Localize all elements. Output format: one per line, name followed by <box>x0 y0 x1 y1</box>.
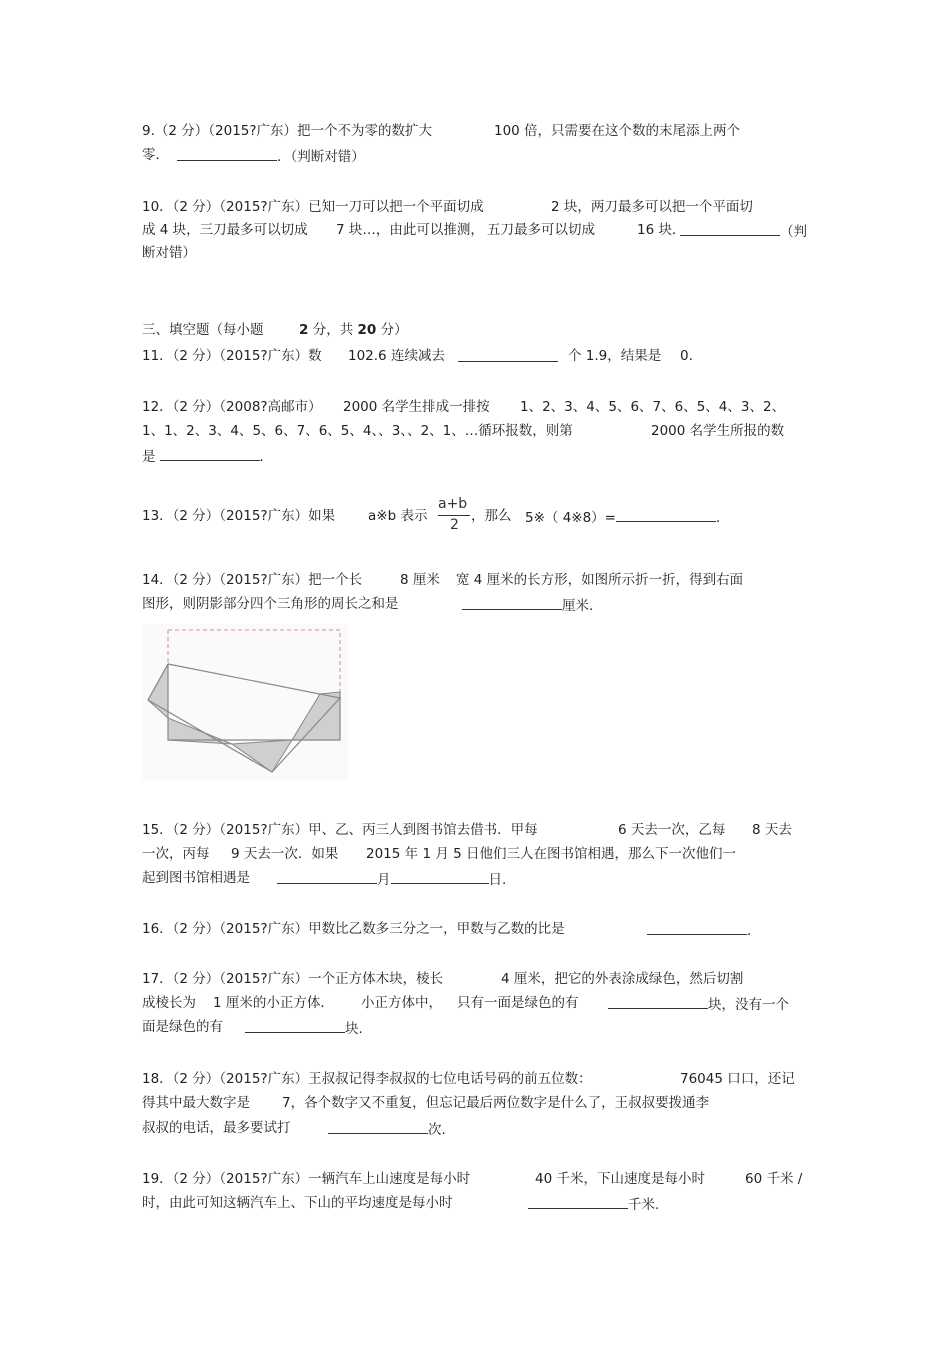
q13-line-d <box>525 507 730 527</box>
q12-text-3b: ． <box>259 449 273 465</box>
q10-text-3: 断对错） <box>142 245 196 261</box>
q14-text-1b: 8 厘米 <box>400 572 440 588</box>
q14-answer-blank[interactable] <box>462 595 562 610</box>
q11-text-c: 个 1.9，结果是 <box>568 348 662 364</box>
q12-answer-blank[interactable] <box>160 446 260 461</box>
q10-line1-cont <box>551 198 753 216</box>
q15-line1c <box>752 821 792 839</box>
q12-line3 <box>142 446 273 466</box>
q10-text-2a: 成 4 块，三刀最多可以切成 <box>142 222 308 238</box>
folded-rectangle-figure <box>140 622 350 782</box>
q9-text-2: 零． <box>142 147 169 163</box>
q16-answer-line <box>647 920 761 940</box>
q17-text-2c: 小正方体中， <box>361 995 442 1011</box>
q12-line1a <box>142 398 322 416</box>
q15-text-1b: 6 天去一次，乙每 <box>618 822 726 838</box>
q17-answer-one-face-blank[interactable] <box>608 994 708 1009</box>
q9-line1 <box>142 122 432 140</box>
q17-text-2a: 成棱长为 <box>142 995 196 1011</box>
q13-fraction-bar <box>438 515 470 516</box>
q17-line2a <box>142 994 196 1012</box>
q19-line1a <box>142 1170 470 1188</box>
q15-line2b <box>231 845 338 863</box>
q17-line1b <box>501 970 743 988</box>
q17-answer1-line <box>608 994 789 1014</box>
q11-answer <box>458 347 558 367</box>
q19-unit: 千米. <box>628 1197 660 1213</box>
q13-line-b <box>368 507 427 525</box>
q12-line2b <box>651 422 784 440</box>
q15-line1b <box>618 821 725 839</box>
q11-text-d: 0. <box>680 348 693 364</box>
q17-text-1b: 4 厘米，把它的外表涂成绿色，然后切割 <box>501 971 744 987</box>
q10-line2d <box>637 221 685 239</box>
q15-line2c <box>366 845 736 863</box>
q10-text: 10．（2 分）（2015?广东）已知一刀可以把一个平面切成 <box>142 199 484 215</box>
q10-text-2b: 7 块…，由此可以推测， <box>336 222 484 238</box>
section-heading-b <box>299 321 408 339</box>
q18-text-1b: 76045 口口，还记 <box>680 1071 795 1087</box>
q19-text-1c: 60 千米 / <box>745 1171 803 1187</box>
section-heading-c: 分，共 <box>312 322 354 338</box>
q16-text: 16．（2 分）（2015?广东）甲数比乙数多三分之一，甲数与乙数的比是 <box>142 921 565 937</box>
q15-text-1c: 8 天去 <box>752 822 792 838</box>
q17-answer2-line <box>245 1018 363 1038</box>
q12-line1b <box>343 398 490 416</box>
q15-answer-line <box>277 869 506 889</box>
q15-day-blank[interactable] <box>391 869 489 884</box>
q16-line <box>142 920 565 938</box>
q10-text-2d: 16 块． <box>637 222 686 238</box>
q11-answer-blank[interactable] <box>458 347 558 362</box>
q15-text-3a: 起到图书馆相遇是 <box>142 870 250 886</box>
q17-line2d <box>457 994 579 1012</box>
q14-text-1a: 14．（2 分）（2015?广东）把一个长 <box>142 572 363 588</box>
q15-text-2a: 一次，丙每 <box>142 846 210 862</box>
section-heading <box>142 321 264 339</box>
q15-text-1a: 15．（2 分）（2015?广东）甲、乙、丙三人到图书馆去借书．甲每 <box>142 822 538 838</box>
q18-line3a <box>142 1119 291 1137</box>
q18-line2a <box>142 1094 250 1112</box>
q18-line2b <box>282 1094 709 1112</box>
q17-text-3b: 块. <box>345 1021 363 1037</box>
q10-line3 <box>142 244 196 262</box>
q18-text-2a: 得其中最大数字是 <box>142 1095 250 1111</box>
q9-answer-line <box>177 146 365 166</box>
q19-line1b <box>535 1170 705 1188</box>
q14-unit: 厘米. <box>562 598 594 614</box>
q17-line2c <box>361 994 442 1012</box>
q12-line2a <box>142 422 573 440</box>
q10-line2b <box>336 221 484 239</box>
q13-text-a: 13．（2 分）（2015?广东）如果 <box>142 508 336 524</box>
q9-judge-note: ．（判断对错） <box>277 149 365 165</box>
q14-line1b <box>400 571 440 589</box>
q13-answer-blank[interactable] <box>616 507 716 522</box>
q18-text-2b: 7，各个数字又不重复，但忘记最后两位数字是什么了，王叔叔要拨通李 <box>282 1095 710 1111</box>
q9-text-cont: 100 倍，只需要在这个数的末尾添上两个 <box>494 123 741 139</box>
q18-line1a <box>142 1070 592 1088</box>
q15-text-2c: 2015 年 1 月 5 日他们三人在图书馆相遇，那么下一次他们一 <box>366 846 736 862</box>
q19-text-1a: 19．（2 分）（2015?广东）一辆汽车上山速度是每小时 <box>142 1171 471 1187</box>
section-points-each: 2 <box>299 322 309 338</box>
q12-text-1a: 12．（2 分）（2008?高邮市） <box>142 399 322 415</box>
q15-month-blank[interactable] <box>277 869 377 884</box>
q11-line-c <box>568 347 661 365</box>
q17-text-2e: 块，没有一个 <box>708 997 789 1013</box>
q19-answer-line <box>528 1194 659 1214</box>
q15-day-label: 日. <box>488 872 507 888</box>
q15-month-label: 月 <box>377 872 391 888</box>
q19-answer-blank[interactable] <box>528 1194 628 1209</box>
q11-line-b <box>348 347 445 365</box>
q18-answer-blank[interactable] <box>328 1119 428 1134</box>
q11-text-b: 102.6 连续减去 <box>348 348 445 364</box>
q19-text-2a: 时，由此可知这辆汽车上、下山的平均速度是每小时 <box>142 1195 453 1211</box>
q10-answer-blank[interactable] <box>680 221 780 236</box>
q13-text-e: ． <box>716 510 730 526</box>
q9-answer-blank[interactable] <box>177 146 277 161</box>
q18-text-1a: 18．（2 分）（2015?广东）王叔叔记得李叔叔的七位电话号码的前五位数： <box>142 1071 592 1087</box>
q14-text-1c: 宽 4 厘米的长方形，如图所示折一折，得到右面 <box>456 572 744 588</box>
q17-answer-no-face-blank[interactable] <box>245 1018 345 1033</box>
q9-line1-cont <box>494 122 740 140</box>
section-heading-e: 分） <box>380 322 408 338</box>
q15-text-2b: 9 天去一次．如果 <box>231 846 339 862</box>
q17-line2b <box>213 994 334 1012</box>
q19-line2a <box>142 1194 453 1212</box>
q16-answer-blank[interactable] <box>647 920 747 935</box>
q14-line2a <box>142 595 399 613</box>
q10-text-2c: 五刀最多可以切成 <box>487 222 595 238</box>
q10-line2a <box>142 221 308 239</box>
q17-line1a <box>142 970 443 988</box>
q17-line3a <box>142 1018 223 1036</box>
q12-text-2b: 2000 名学生所报的数 <box>651 423 785 439</box>
q13-line-c <box>471 507 512 525</box>
q13-text-c: ，那么 <box>471 508 512 524</box>
q10-answer-line <box>680 221 807 241</box>
q17-text-2d: 只有一面是绿色的有 <box>457 995 579 1011</box>
q19-line1c <box>745 1170 802 1188</box>
q15-line1a <box>142 821 538 839</box>
section-points-total: 20 <box>357 322 377 338</box>
q11-line-d <box>680 347 693 365</box>
q16-text-end: ． <box>747 923 761 939</box>
q12-text-2a: 1、1、2、3、4、5、6、7、6、5、4、、3、、2、1、…循环报数，则第 <box>142 423 573 439</box>
q15-line2a <box>142 845 210 863</box>
q13-line-a <box>142 507 335 525</box>
q17-text-2b: 1 厘米的小正方体． <box>213 995 334 1011</box>
q11-text-a: 11．（2 分）（2015?广东）数 <box>142 348 322 364</box>
q13-text-b: a※b 表示 <box>368 508 428 524</box>
q13-fraction-denominator: 2 <box>450 517 459 533</box>
q18-text-3a: 叔叔的电话，最多要试打 <box>142 1120 291 1136</box>
q17-text-3a: 面是绿色的有 <box>142 1019 223 1035</box>
q9-line2 <box>142 146 169 164</box>
q9-text: 9.（2 分）（2015?广东）把一个不为零的数扩大 <box>142 123 433 139</box>
q18-unit: 次. <box>428 1122 446 1138</box>
q18-answer-line <box>328 1119 446 1139</box>
q14-text-2a: 图形，则阴影部分四个三角形的周长之和是 <box>142 596 399 612</box>
q12-text-3a: 是 <box>142 449 156 465</box>
q12-text-1c: 1、2、3、4、5、6、7、6、5、4、3、2、 <box>520 399 786 415</box>
q18-line1b <box>680 1070 795 1088</box>
q13-text-d: 5※（ 4※8）= <box>525 510 616 526</box>
q14-answer-line <box>462 595 593 615</box>
q17-text-1a: 17．（2 分）（2015?广东）一个正方体木块，棱长 <box>142 971 444 987</box>
q10-line2c <box>487 221 595 239</box>
q14-line1c <box>456 571 743 589</box>
section-heading-a: 三、填空题（每小题 <box>142 322 264 338</box>
q11-line <box>142 347 322 365</box>
q12-text-1b: 2000 名学生排成一排按 <box>343 399 490 415</box>
q15-line3a <box>142 869 250 887</box>
q10-line1 <box>142 198 484 216</box>
q19-text-1b: 40 千米，下山速度是每小时 <box>535 1171 705 1187</box>
q10-judge-note: （判 <box>780 224 807 240</box>
q14-line1a <box>142 571 362 589</box>
q13-fraction-numerator: a+b <box>438 496 468 512</box>
q10-text-cont: 2 块，两刀最多可以把一个平面切 <box>551 199 753 215</box>
q12-line1c <box>520 398 785 416</box>
